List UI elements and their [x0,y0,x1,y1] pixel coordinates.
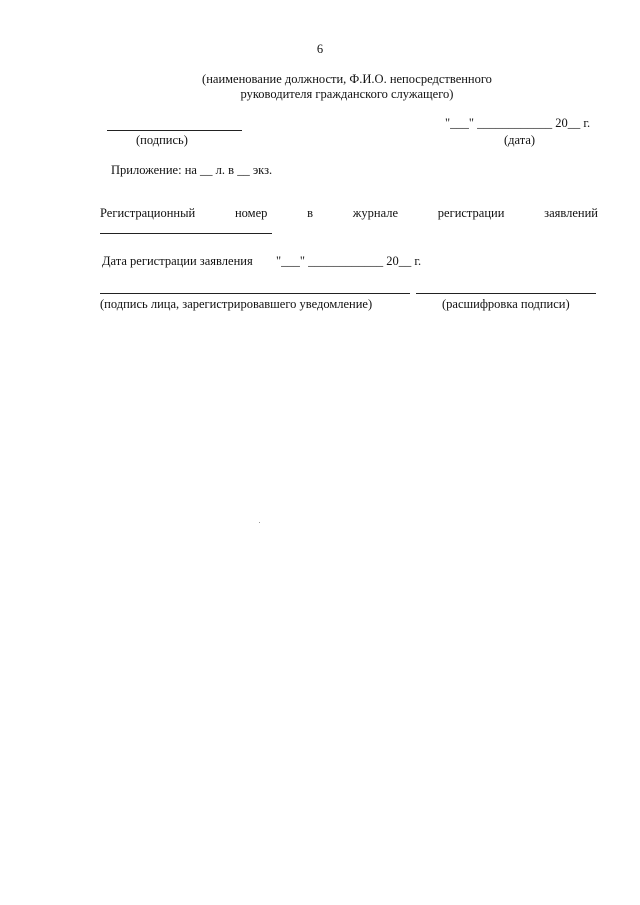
signature-line [107,130,242,131]
reg-word-5: регистрации [437,206,505,220]
date-field: "___" ____________ 20__ г. [445,116,591,130]
registrar-signature-line [100,293,410,294]
reg-word-4: журнале [352,206,399,220]
attachment-line: Приложение: на __ л. в __ экз. [111,163,273,177]
supervisor-caption-line1: (наименование должности, Ф.И.О. непосредственного [202,72,492,86]
scan-speck [259,522,260,523]
supervisor-caption-line2: руководителя гражданского служащего) [240,87,454,101]
registration-date-field: "___" ____________ 20__ г. [276,254,422,268]
reg-word-6: заявлений [544,206,598,220]
date-label: (дата) [504,133,536,147]
registration-date-label: Дата регистрации заявления [102,254,253,268]
signature-label: (подпись) [136,133,188,147]
registrar-decoding-line [416,293,596,294]
reg-word-2: номер [234,206,268,220]
registrar-signature-label: (подпись лица, зарегистрировавшего уведомление) [100,297,373,311]
registrar-decoding-label: (расшифровка подписи) [442,297,570,311]
registration-number-row [100,206,598,221]
reg-word-3: в [307,206,314,220]
reg-word-1: Регистрационный [100,206,196,220]
page-number: 6 [316,42,324,56]
registration-number-line [100,233,272,234]
